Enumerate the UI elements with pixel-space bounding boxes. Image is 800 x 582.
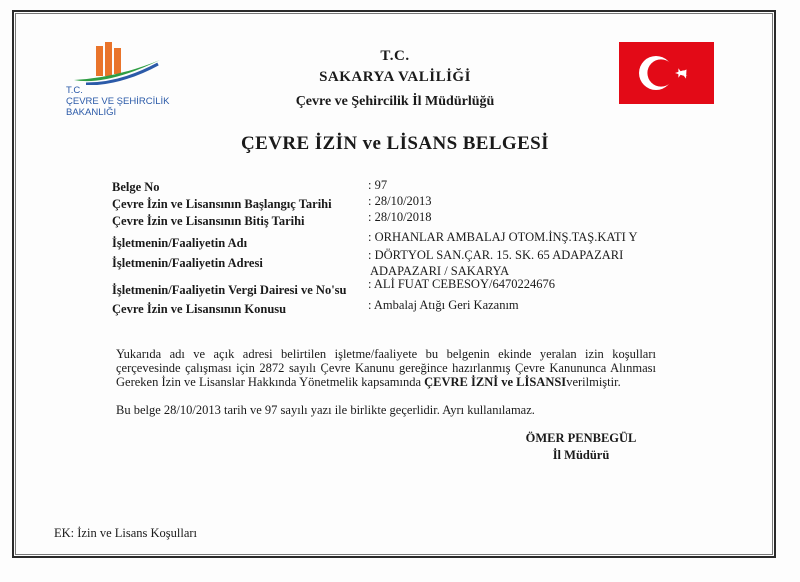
field-label: İşletmenin/Faaliyetin Adresi [112, 256, 263, 270]
turkish-flag [619, 42, 714, 104]
field-value-continued: ADAPAZARI / SAKARYA [370, 264, 510, 278]
field-label: Çevre İzin ve Lisansının Bitiş Tarihi [112, 214, 305, 228]
validity-paragraph: Bu belge 28/10/2013 tarih ve 97 sayılı yazı ile birlikte geçerlidir. Ayrı kullanılamaz. [116, 403, 535, 417]
document-title: ÇEVRE İZİN ve LİSANS BELGESİ [241, 133, 549, 154]
ministry-logo [66, 40, 176, 130]
field-label: İşletmenin/Faaliyetin Vergi Dairesi ve No'su [112, 283, 347, 297]
field-label: Belge No [112, 180, 160, 194]
header-tc: T.C. [380, 48, 410, 64]
field-value: : Ambalaj Atığı Geri Kazanım [368, 298, 519, 312]
header-governorship: SAKARYA VALİLİĞİ [319, 69, 471, 85]
field-value: : ALİ FUAT CEBESOY/6470224676 [368, 277, 555, 291]
ministry-logo-icon [66, 40, 166, 85]
paragraph-text-end: verilmiştir. [566, 375, 621, 389]
turkish-flag-icon [619, 42, 714, 104]
paragraph-text: Yukarıda adı ve açık adresi belirtilen işletme/faaliyete bu belgenin ekinde yeralan izin koşulları çerçevesinde çalışması için 2872 sayılı Çevre Kanunu gereğince hazırlanmış Çevre Kanununca Alınması Gereken İzin ve Lisanslar Hakkında Yönetmelik kapsamında [116, 347, 656, 389]
attachment-note: EK: İzin ve Lisans Koşulları [54, 526, 198, 540]
field-label: Çevre İzin ve Lisansının Başlangıç Tarihi [112, 197, 332, 211]
logo-line: T.C. [66, 85, 83, 96]
field-value: : 28/10/2018 [368, 210, 432, 224]
signatory-name: ÖMER PENBEGÜL [525, 431, 637, 445]
field-label: İşletmenin/Faaliyetin Adı [112, 236, 248, 250]
logo-line: ÇEVRE VE ŞEHİRCİLİK [66, 96, 170, 107]
header-directorate: Çevre ve Şehircilik İl Müdürlüğü [295, 94, 495, 109]
field-value: : ORHANLAR AMBALAJ OTOM.İNŞ.TAŞ.KATI Y [368, 230, 638, 244]
logo-line: BAKANLIĞI [66, 107, 117, 118]
body-paragraph [116, 347, 656, 389]
field-value: : 28/10/2013 [368, 194, 432, 208]
field-value: : 97 [368, 178, 388, 192]
field-label: Çevre İzin ve Lisansının Konusu [112, 302, 287, 316]
paragraph-bold-text: ÇEVRE İZNİ ve LİSANSI [424, 375, 567, 389]
field-value: : DÖRTYOL SAN.ÇAR. 15. SK. 65 ADAPAZARI [368, 248, 624, 262]
signatory-role: İl Müdürü [552, 448, 610, 462]
